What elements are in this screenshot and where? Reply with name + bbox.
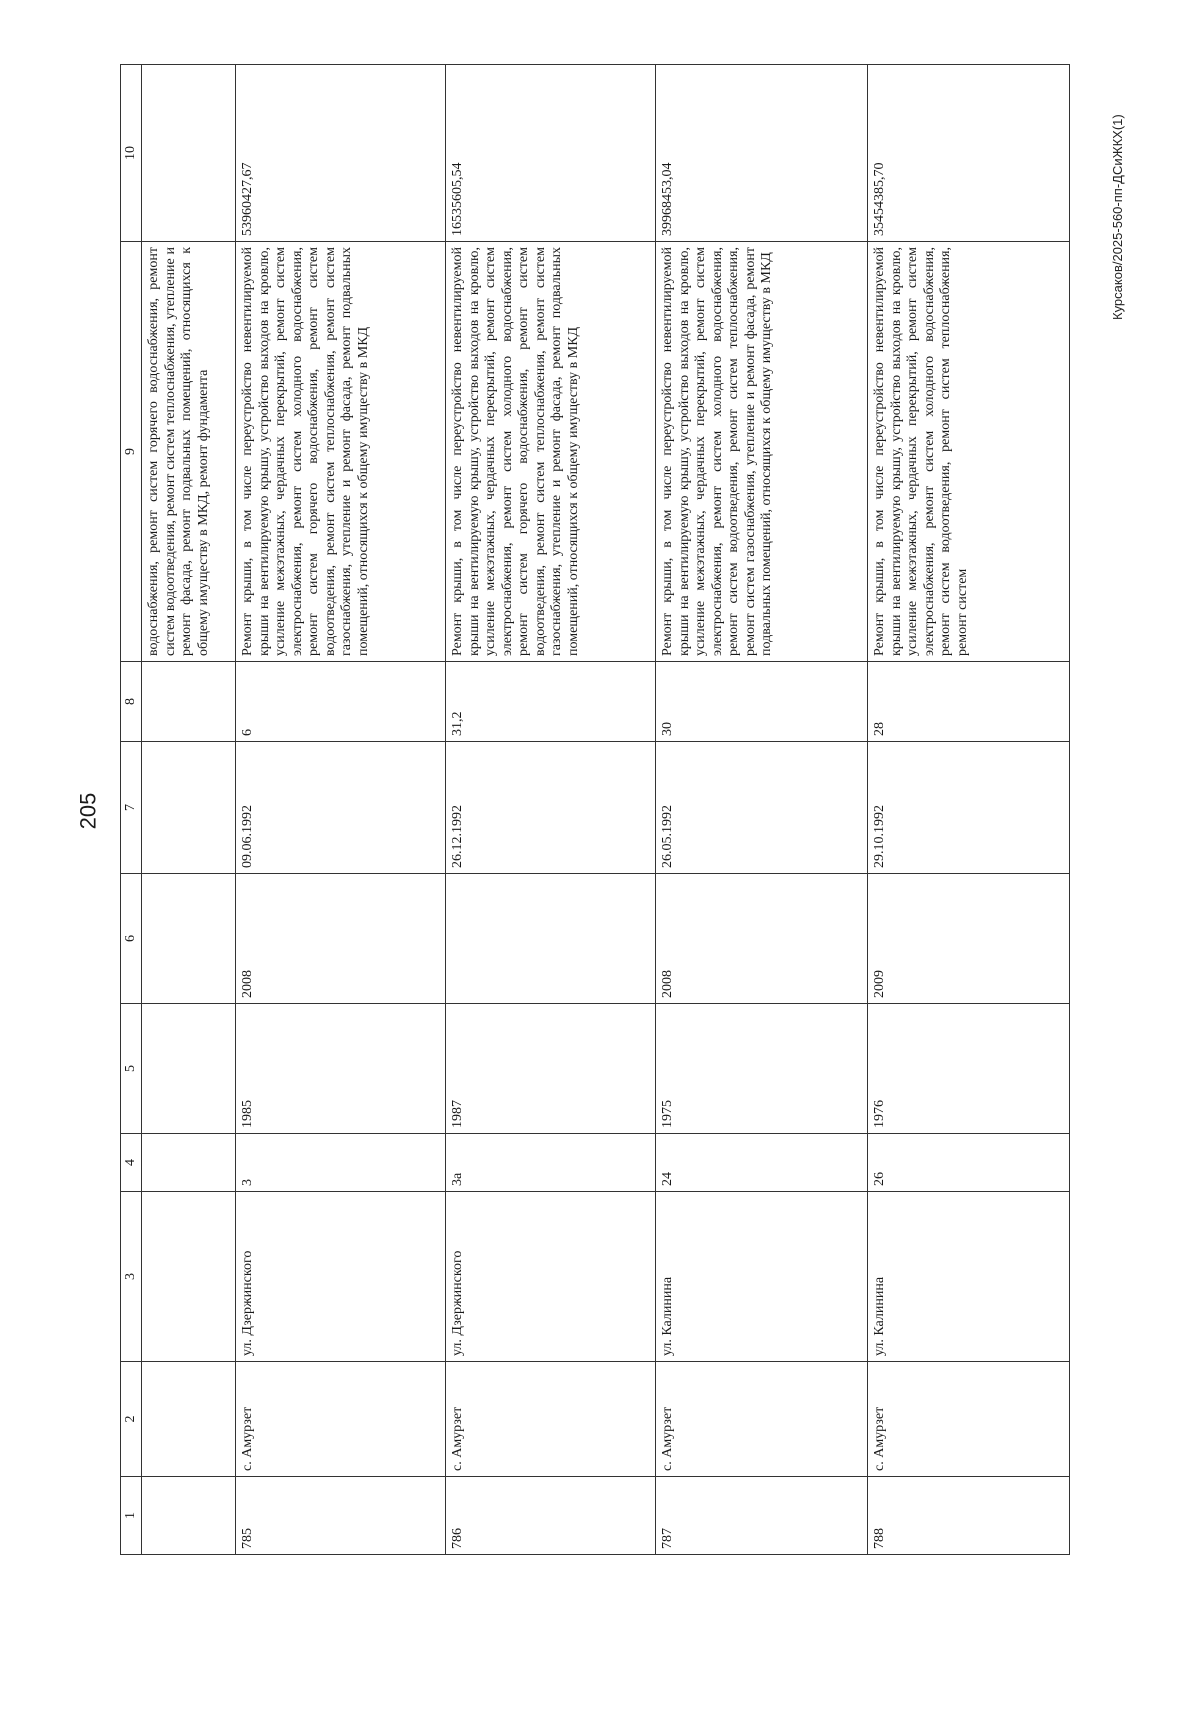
table-row <box>656 65 868 1555</box>
works-continuation: водоснабжения, ремонт систем горячего водоснабжения, ремонт систем водоотведения, ремонт систем теплоснабжения, утепление и ремонт фасада, ремонт подвальных помещений, относящихся к общему имуществу в МКД, ремонт фундамента <box>142 242 236 662</box>
cost-value: 39968453,04 <box>656 65 868 242</box>
rotated-table-container <box>120 65 1070 1555</box>
works-description: Ремонт крыши, в том числе переустройство невентилируемой крыши на вентилируемую крышу, устройство выходов на кровлю, усиление межэтажных, чердачных перекрытий, ремонт систем электроснабжения, ремонт систем холодного водоснабжения, ремонт систем водоотведения, ремонт систем теплоснабжения, ремонт систем <box>868 242 1070 662</box>
repair-program-table <box>120 64 1070 1555</box>
year-built: 1976 <box>868 1004 1070 1134</box>
settlement: с. Амурзет <box>236 1362 446 1477</box>
cost-value: 35454385,70 <box>868 65 1070 242</box>
year-built: 1975 <box>656 1004 868 1134</box>
document-reference: Курсаков/2025-560-пп-ДСиЖКХ(1) <box>1110 114 1125 320</box>
wear-value: 6 <box>236 662 446 742</box>
privatization-date: 29.10.1992 <box>868 742 1070 874</box>
wear-value: 31,2 <box>446 662 656 742</box>
street: ул. Дзержинского <box>236 1192 446 1362</box>
year-repair <box>446 874 656 1004</box>
year-repair: 2008 <box>656 874 868 1004</box>
header-cell: 6 <box>121 874 142 1004</box>
header-cell: 2 <box>121 1362 142 1477</box>
year-built: 1987 <box>446 1004 656 1134</box>
header-cell: 1 <box>121 1477 142 1555</box>
street: ул. Калинина <box>868 1192 1070 1362</box>
continuation-row <box>142 65 236 1555</box>
page-number: 205 <box>75 792 101 830</box>
row-number: 787 <box>656 1477 868 1555</box>
row-number: 788 <box>868 1477 1070 1555</box>
works-description: Ремонт крыши, в том числе переустройство невентилируемой крыши на вентилируемую крышу, устройство выходов на кровлю, усиление межэтажных, чердачных перекрытий, ремонт систем электроснабжения, ремонт систем холодного водоснабжения, ремонт систем горячего водоснабжения, ремонт систем водоотведения, ремонт систем теплоснабжения, ремонт систем газоснабжения, утепление и ремонт фасада, ремонт подвальных помещений, относящихся к общему имуществу в МКД <box>236 242 446 662</box>
row-number: 785 <box>236 1477 446 1555</box>
table-row <box>236 65 446 1555</box>
header-cell: 7 <box>121 742 142 874</box>
header-cell: 3 <box>121 1192 142 1362</box>
cost-value: 53960427,67 <box>236 65 446 242</box>
year-built: 1985 <box>236 1004 446 1134</box>
year-repair: 2009 <box>868 874 1070 1004</box>
table-row <box>446 65 656 1555</box>
settlement: с. Амурзет <box>446 1362 656 1477</box>
house-number: 3 <box>236 1134 446 1192</box>
header-cell: 9 <box>121 242 142 662</box>
header-cell: 8 <box>121 662 142 742</box>
header-row <box>121 65 142 1555</box>
table-row <box>868 65 1070 1555</box>
works-description: Ремонт крыши, в том числе переустройство невентилируемой крыши на вентилируемую крышу, устройство выходов на кровлю, усиление межэтажных, чердачных перекрытий, ремонт систем электроснабжения, ремонт систем холодного водоснабжения, ремонт систем горячего водоснабжения, ремонт систем водоотведения, ремонт систем теплоснабжения, ремонт систем газоснабжения, утепление и ремонт фасада, ремонт подвальных помещений, относящихся к общему имуществу в МКД <box>446 242 656 662</box>
privatization-date: 26.12.1992 <box>446 742 656 874</box>
works-description: Ремонт крыши, в том числе переустройство невентилируемой крыши на вентилируемую крышу, устройство выходов на кровлю, усиление межэтажных, чердачных перекрытий, ремонт систем электроснабжения, ремонт систем холодного водоснабжения, ремонт систем водоотведения, ремонт систем теплоснабжения, ремонт систем газоснабжения, утепление и ремонт фасада, ремонт подвальных помещений, относящихся к общему имуществу в МКД <box>656 242 868 662</box>
header-cell: 5 <box>121 1004 142 1134</box>
house-number: 26 <box>868 1134 1070 1192</box>
street: ул. Калинина <box>656 1192 868 1362</box>
cost-value: 16535605,54 <box>446 65 656 242</box>
header-cell: 10 <box>121 65 142 242</box>
privatization-date: 09.06.1992 <box>236 742 446 874</box>
house-number: 3а <box>446 1134 656 1192</box>
settlement: с. Амурзет <box>868 1362 1070 1477</box>
house-number: 24 <box>656 1134 868 1192</box>
row-number: 786 <box>446 1477 656 1555</box>
settlement: с. Амурзет <box>656 1362 868 1477</box>
wear-value: 28 <box>868 662 1070 742</box>
header-cell: 4 <box>121 1134 142 1192</box>
wear-value: 30 <box>656 662 868 742</box>
street: ул. Дзержинского <box>446 1192 656 1362</box>
privatization-date: 26.05.1992 <box>656 742 868 874</box>
year-repair: 2008 <box>236 874 446 1004</box>
